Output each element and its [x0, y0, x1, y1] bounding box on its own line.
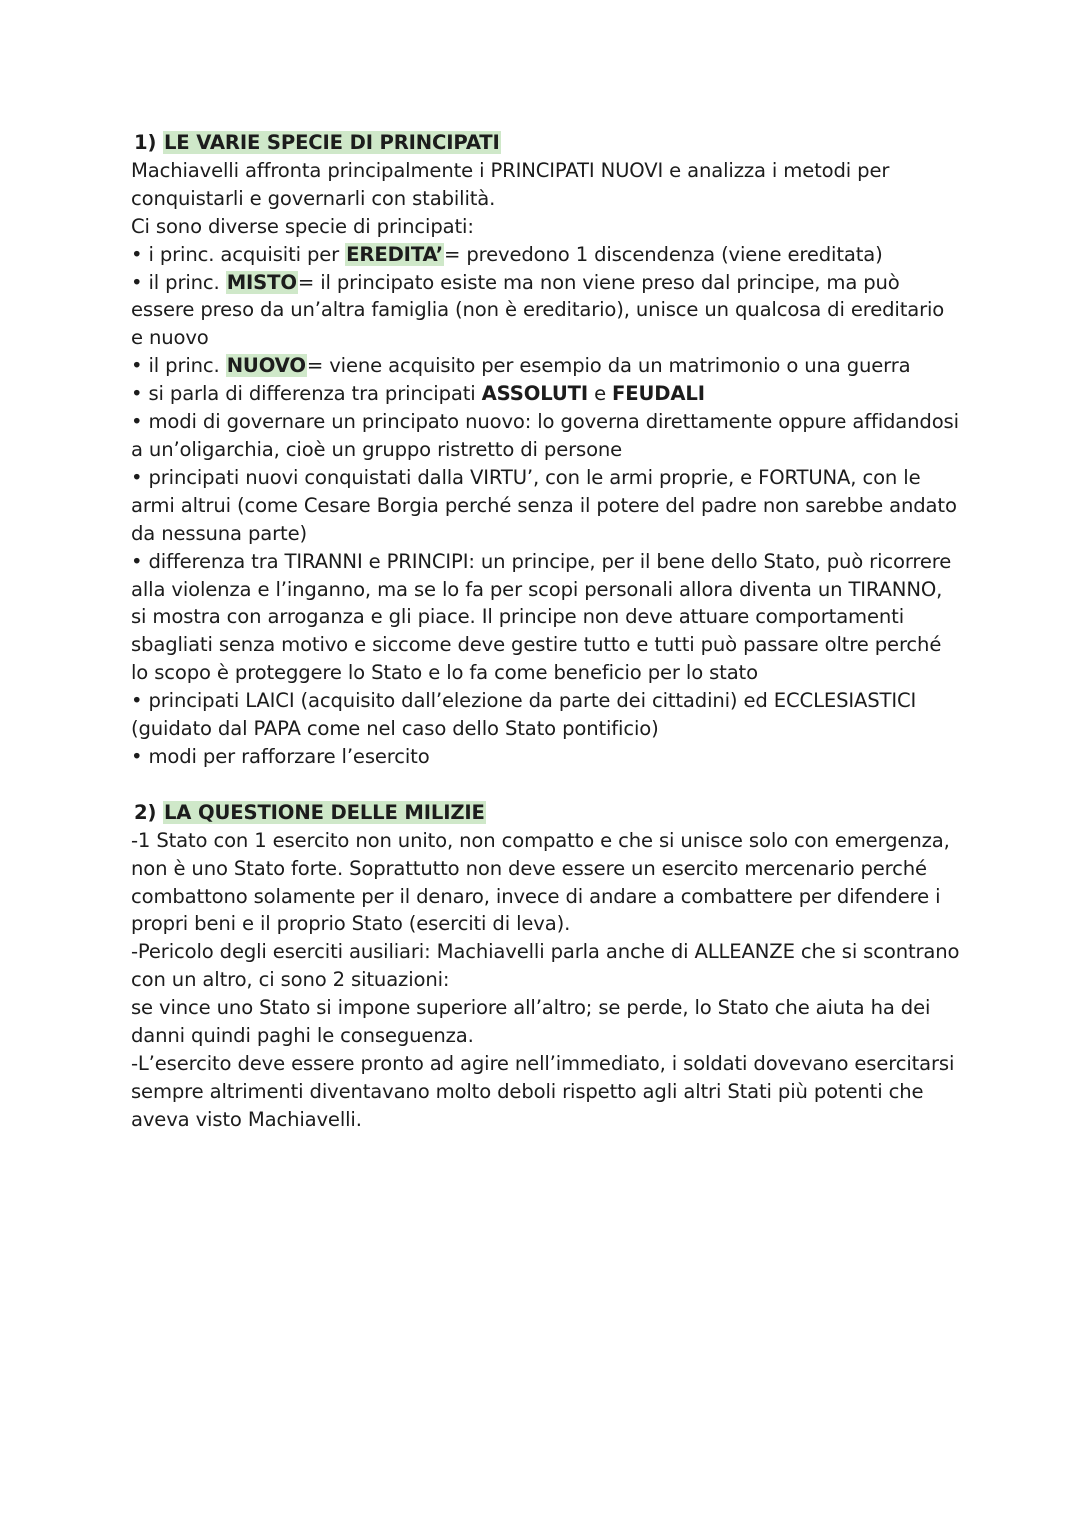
section-heading — [131, 799, 961, 827]
keyword-feudali: FEUDALI — [612, 382, 705, 406]
bullet-text: = prevedono 1 discendenza (viene ereditata) — [444, 242, 883, 266]
keyword-misto: MISTO — [226, 270, 297, 294]
milizie-paragraph-4: -L’esercito deve essere pronto ad agire nell’immediato, i soldati dovevano esercitarsi sempre altrimenti diventavano molto deboli rispetto agli altri Stati più potenti che aveva visto Machiavelli. — [131, 1052, 955, 1131]
bullet-assoluti-feudali — [131, 380, 961, 408]
bullet-virtu-fortuna: • principati nuovi conquistati dalla VIRTU’, con le armi proprie, e FORTUNA, con le armi altrui (come Cesare Borgia perché senza il potere del padre non sarebbe andato da nessuna parte) — [131, 465, 957, 545]
bullet-text: = viene acquisito per esempio da un matrimonio o una guerra — [306, 354, 911, 378]
bullet-text: • il princ. — [131, 270, 226, 294]
section-heading — [131, 129, 961, 157]
bullet-nuovo — [131, 352, 961, 380]
bullet-text: • i princ. acquisiti per — [131, 242, 346, 266]
milizie-paragraph-3: se vince uno Stato si impone superiore all’altro; se perde, lo Stato che aiuta ha dei danni quindi paghi le conseguenza. — [131, 996, 931, 1048]
bullet-laici-ecclesiastici: • principati LAICI (acquisito dall’elezione da parte dei cittadini) ed ECCLESIASTICI (guidato dal PAPA come nel caso dello Stato pontificio) — [131, 689, 917, 741]
bullet-eredita — [131, 241, 961, 269]
section-title: LA QUESTIONE DELLE MILIZIE — [163, 800, 485, 824]
bullet-text: = il principato esiste ma non viene preso dal principe, ma può essere preso da un’altra famiglia (non è ereditario), unisce un qualcosa di ereditario e nuovo — [131, 270, 945, 350]
bullet-text: e — [587, 382, 613, 406]
milizie-paragraph-1: -1 Stato con 1 esercito non unito, non compatto e che si unisce solo con emergenza, non è uno Stato forte. Soprattutto non deve essere un esercito mercenario perché combattono solamente per il denaro, invece di andare a combattere per difendere i propri beni e il proprio Stato (eserciti di leva). — [131, 828, 950, 936]
bullet-text: • il princ. — [131, 354, 226, 378]
section-title: LE VARIE SPECIE DI PRINCIPATI — [163, 131, 500, 154]
section-number: 1) — [134, 131, 157, 154]
bullet-tiranni-principi: • differenza tra TIRANNI e PRINCIPI: un principe, per il bene dello Stato, può ricorrere alla violenza e l’inganno, ma se lo fa per scopi personali allora diventa un TIRANNO, si mostra con arroganza e gli piace. Il principe non deve attuare comportamenti sbagliati senza motivo e siccome deve gestire tutto e tutti può passare oltre perché lo scopo è proteggere lo Stato e lo fa come beneficio per lo stato — [131, 549, 952, 685]
milizie-paragraph-2: -Pericolo degli eserciti ausiliari: Machiavelli parla anche di ALLEANZE che si scontrano con un altro, ci sono 2 situazioni: — [131, 940, 960, 992]
bullet-misto — [131, 269, 961, 353]
section-number: 2) — [134, 800, 157, 824]
document-page — [131, 129, 961, 1134]
keyword-assoluti: ASSOLUTI — [481, 382, 588, 406]
intro-line: Ci sono diverse specie di principati: — [131, 214, 474, 238]
keyword-eredita: EREDITA’ — [346, 242, 444, 266]
bullet-esercito: • modi per rafforzare l’esercito — [131, 744, 430, 768]
section-milizie — [131, 799, 961, 1134]
bullet-text: • si parla di differenza tra principati — [131, 382, 482, 406]
intro-paragraph: Machiavelli affronta principalmente i PRINCIPATI NUOVI e analizza i metodi per conquistarli e governarli con stabilità. — [131, 158, 890, 210]
section-principati — [131, 129, 961, 771]
keyword-nuovo: NUOVO — [226, 354, 306, 378]
bullet-governare: • modi di governare un principato nuovo: lo governa direttamente oppure affidandosi a un’oligarchia, cioè un gruppo ristretto di persone — [131, 410, 959, 461]
